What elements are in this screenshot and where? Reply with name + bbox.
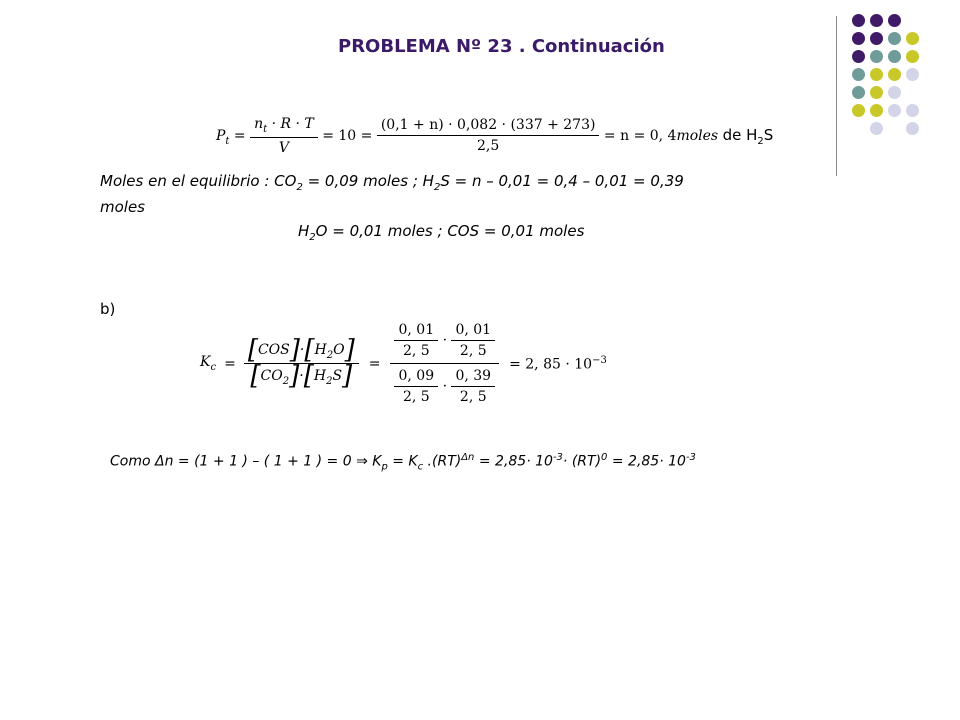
kc-result: = 2, $85 \cdot 10^{-3}$ [509,354,607,373]
kc-definition-fraction: $\frac{[COS]\cdot[H_2O]}{[CO_2]\cdot[H_2S]}$ [244,340,359,387]
decor-dot-purple [852,50,865,63]
equilibrium-moles-line: Moles en el equilibrio : $CO_2 = 0,09$ moles ; $H_2S = n - 0,01 = 0,4 - 0,01 = 0,39$ [100,172,684,193]
decor-dot-teal [888,32,901,45]
decor-dot-lime [852,104,865,117]
kc-symbol: $K_c$ [200,354,217,373]
substitution-fraction: $\frac{(0,1 + n) \cdot 0,082 \cdot (337 + 273)}{2,5}$ [377,117,600,154]
divider-line [836,16,837,176]
h2o-cos-moles-line: $H_2O = 0,01$ moles ; COS = 0,01 moles [298,222,585,243]
decor-dot-purple [870,14,883,27]
decor-dot-purple [888,14,901,27]
decor-dot-teal [852,68,865,81]
decor-dot-lime [870,68,883,81]
decor-dot-lime [906,50,919,63]
decor-dot-teal [888,50,901,63]
decor-dot-lime [870,104,883,117]
decor-dot-lime [870,86,883,99]
decor-dot-lavender [870,122,883,135]
pressure-equation: $P_t$ = $\frac{n_t \cdot R \cdot T}{V}$ = 10 = $\frac{(0,1 + n) \cdot 0,082 \cdot (337 + 273)}{2,5}$ = n = 0, 4moles de $H_2S$ [216,116,774,156]
decorative-dot-grid [852,14,952,164]
kc-equation: $K_c$ = $\frac{[COS]\cdot[H_2O]}{[CO_2]\cdot[H_2S]}$ = $\frac{0, 01}{2, 5}$ · $\frac{0, 01}{2, 5}$ $\frac{0, 09}{2, 5}$ · $\frac{0, 39}{2, 5}$ = 2, $85 \cdot 10^{-3}$ [200,322,607,405]
decor-dot-lime [888,68,901,81]
pressure-symbol: $P_t$ [216,127,230,147]
h2s-label: de $H_2S$ [722,125,774,147]
decor-dot-lavender [906,122,919,135]
kp-relation-line: Como Δn = (1 + 1 ) – ( 1 + 1 ) = 0 ⇒ $K_p = K_c$ $.(RT)^{\Delta n} = 2,85\cdot 10^{-3}\cdot (RT)^0 = 2,85\cdot 10^{-3}$ [110,452,696,473]
moles-result: = n = 0, 4 [603,127,677,144]
decor-dot-lavender [906,104,919,117]
decor-dot-lavender [888,104,901,117]
decor-dot-lime [906,32,919,45]
implies-arrow-icon: ⇒ [356,453,368,470]
part-b-label: b) [100,300,116,318]
decor-dot-purple [852,14,865,27]
page-title: PROBLEMA Nº 23 . Continuación [338,36,665,57]
decor-dot-purple [870,32,883,45]
decor-dot-lavender [906,68,919,81]
equals-ten: = 10 = [322,127,373,144]
decor-dot-teal [852,86,865,99]
decor-dot-purple [852,32,865,45]
ideal-gas-fraction: $\frac{n_t \cdot R \cdot T}{V}$ [250,116,318,156]
equilibrium-moles-unit: moles [100,198,145,216]
decor-dot-lavender [888,86,901,99]
decor-dot-teal [870,50,883,63]
kc-numeric-fraction: $\frac{0, 01}{2, 5}$ · $\frac{0, 01}{2, 5}$ $\frac{0, 09}{2, 5}$ · $\frac{0, 39}{2, 5}$ [390,322,499,405]
